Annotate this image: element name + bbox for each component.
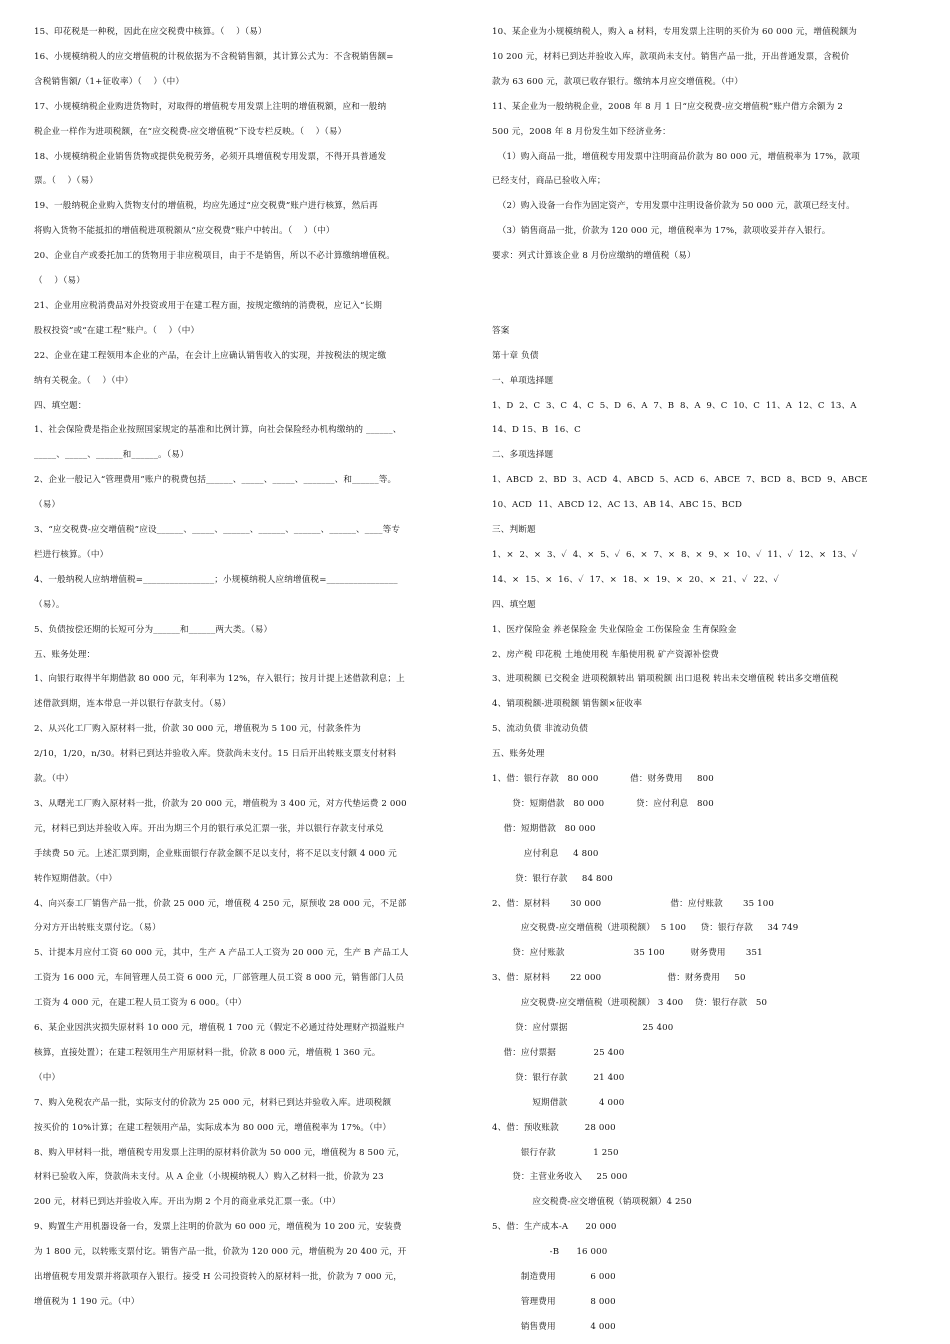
right-text-line: 贷：主营业务收入 25 000	[492, 1172, 628, 1183]
right-text-line: 10、ACD 11、ABCD 12、AC 13、AB 14、ABC 15、BCD	[492, 500, 743, 511]
right-text-line: 四、填空题	[492, 599, 536, 610]
left-text-line: （易）	[34, 500, 61, 511]
left-text-line: 2、企业一般记入“管理费用”账户的税费包括______、_____、_____、_______、和______等。	[34, 475, 397, 486]
left-text-line: 工资为 16 000 元，车间管理人员工资 6 000 元，厂部管理人员工资 8 000 元，销售部门人员	[34, 973, 405, 984]
right-text-line: 3、借：原材料 22 000 借：财务费用 50	[492, 973, 746, 984]
right-text-line: 借：短期借款 80 000	[492, 823, 596, 834]
left-text-line: 纳有关税金。（ ）（中）	[34, 375, 134, 386]
right-text-line: 4、借：预收账款 28 000	[492, 1122, 616, 1133]
right-text-line: 应交税费-应交增值税（销项税额）4 250	[492, 1197, 692, 1208]
right-text-line: 1、医疗保险金 养老保险金 失业保险金 工伤保险金 生育保险金	[492, 624, 737, 635]
right-text-line: 要求：列式计算该企业 8 月份应缴纳的增值税（易）	[492, 251, 696, 262]
left-text-line: 1、向银行取得半年期借款 80 000 元，年利率为 12%，存入银行；按月计提上述借款利息；上	[34, 674, 405, 685]
right-text-line: 管理费用 8 000	[492, 1296, 616, 1307]
left-text-line: 2、从兴化工厂购入原材料一批，价款 30 000 元，增值税为 5 100 元，付款条件为	[34, 724, 362, 735]
left-text-line: 22、企业在建工程领用本企业的产品，在会计上应确认销售收入的实现，并按税法的规定缴	[34, 350, 387, 361]
left-text-line: 材料已验收入库，贷款尚未支付。从 A 企业（小规模纳税人）购入乙材料一批，价款为 23	[34, 1172, 384, 1183]
right-text-line: 500 元，2008 年 8 月份发生如下经济业务：	[492, 126, 671, 137]
right-text-line: 3、进项税额 已交税金 进项税额转出 销项税额 出口退税 转出未交增值税 转出多交增值税	[492, 674, 839, 685]
right-text-line: （1）购入商品一批，增值税专用发票中注明商品价款为 80 000 元，增值税率为 17%，款项	[492, 151, 860, 162]
left-text-line: 转作短期借款。（中）	[34, 873, 118, 884]
right-text-line: 银行存款 1 250	[492, 1147, 619, 1158]
right-text-line: 应交税费-应交增值税（进项税额） 3 400 贷：银行存款 50	[492, 998, 768, 1009]
left-text-line: 8、购入甲材料一批，增值税专用发票上注明的原材料价款为 50 000 元，增值税为 8 500 元，	[34, 1147, 405, 1158]
left-text-line: （中）	[34, 1072, 61, 1083]
right-text-line: 2、借：原材料 30 000 借：应付账款 35 100	[492, 898, 774, 909]
right-text-line: 五、账务处理	[492, 749, 545, 760]
left-text-line: 200 元，材料已到达并验收入库。开出为期 2 个月的商业承兑汇票一张。（中）	[34, 1197, 341, 1208]
left-text-line: （ ）（易）	[34, 276, 85, 286]
left-text-line: 16、小规模纳税人的应交增值税的计税依据为不含税销售额，其计算公式为：不含税销售额=	[34, 51, 394, 62]
right-text-line: 三、判断题	[492, 525, 536, 535]
right-text-line: 10、某企业为小规模纳税人，购入 a 材料，专用发票上注明的买价为 60 000 元，增值税额为	[492, 27, 858, 37]
left-text-line: 元，材料已到达并验收入库。开出为期三个月的银行承兑汇票一张，并以银行存款支付承兑	[34, 823, 384, 834]
right-text-line: 贷：银行存款 84 800	[492, 873, 613, 884]
left-text-line: 21、企业用应税消费品对外投资或用于在建工程方面，按规定缴纳的消费税，应记入“长期	[34, 300, 383, 311]
left-text-line: 工资为 4 000 元，在建工程人员工资为 6 000。（中）	[34, 998, 247, 1009]
left-text-line: 按买价的 10%计算；在建工程领用产品，实际成本为 80 000 元，增值税率为 17%。（中）	[34, 1122, 392, 1133]
left-text-line: 3、从曙光工厂购入原材料一批，价款为 20 000 元，增值税为 3 400 元，对方代垫运费 2 000	[34, 798, 407, 809]
left-text-line: 2/10，1/20，n/30。材料已到达并验收入库。贷款尚未支付。15 日后开出转账支票支付材料	[34, 749, 397, 760]
left-text-line: 6、某企业因洪灾损失原材料 10 000 元，增值税 1 700 元（假定不必通过待处理财产损溢账户	[34, 1023, 405, 1033]
right-text-line: 11、某企业为一般纳税企业，2008 年 8 月 1 日“应交税费-应交增值税”账户借方余额为 2	[492, 101, 844, 112]
left-text-line: 5、计提本月应付工资 60 000 元，其中，生产 A 产品工人工资为 20 000 元，生产 B 产品工人	[34, 948, 409, 959]
left-text-line: _____、_____、______和______。（易）	[34, 450, 189, 461]
left-text-line: 款。（中）	[34, 774, 74, 784]
left-text-line: 3、“应交税费-应交增值税”应设______、_____、______、______、______、______、____等专	[34, 525, 401, 535]
left-text-line: 含税销售额/（1+征收率）（ ）（中）	[34, 76, 185, 87]
right-text-line: 14、× 15、× 16、✓ 17、× 18、× 19、× 20、× 21、✓ 22、✓	[492, 574, 780, 585]
left-text-line: 1、社会保险费是指企业按照国家规定的基准和比例计算，向社会保险经办机构缴纳的 ______、	[34, 425, 402, 436]
left-text-line: 核算，直接处置）；在建工程领用生产用原材料一批，价款 8 000 元，增值税 1 360 元。	[34, 1047, 381, 1058]
right-text-line: （3）销售商品一批，价款为 120 000 元，增值税率为 17%，款项收妥并存入银行。	[492, 226, 831, 237]
left-text-line: 票。（ ）（易）	[34, 176, 99, 187]
left-text-line: 将购入货物不能抵扣的增值税进项税额从“应交税费”账户中转出。（ ）（中）	[34, 226, 335, 237]
left-text-line: 4、向兴泰工厂销售产品一批，价款 25 000 元，增值税 4 250 元，原预收 28 000 元，不足部	[34, 898, 407, 909]
right-text-line: 贷：应付账款 35 100 财务费用 351	[492, 948, 763, 959]
right-text-line: 第十章 负债	[492, 350, 539, 361]
right-text-line: 1、ABCD 2、BD 3、ACD 4、ABCD 5、ACD 6、ABCE 7、BCD 8、BCD 9、ABCE	[492, 475, 868, 486]
right-text-line: 短期借款 4 000	[492, 1097, 625, 1108]
left-text-line: 18、小规模纳税企业销售货物或提供免税劳务，必须开具增值税专用发票，不得开具普通发	[34, 151, 387, 162]
left-text-line: 为 1 800 元，以转账支票付讫。销售产品一批，价款为 120 000 元，增值税为 20 400 元，开	[34, 1247, 407, 1258]
right-text-line: 5、借：生产成本-A 20 000	[492, 1222, 617, 1233]
right-text-line: 14、D 15、B 16、C	[492, 425, 581, 436]
right-text-line: 4、销项税额-进项税额 销售额×征收率	[492, 699, 643, 710]
right-text-line: 一、单项选择题	[492, 375, 554, 386]
right-text-line: 应交税费-应交增值税（进项税额） 5 100 贷：银行存款 34 749	[492, 923, 799, 934]
right-text-line: 1、借：银行存款 80 000 借：财务费用 800	[492, 774, 714, 784]
right-text-line: 二、多项选择题	[492, 450, 554, 461]
right-text-line: 借：应付票据 25 400	[492, 1047, 625, 1058]
left-text-line: 分对方开出转账支票付讫。（易）	[34, 923, 161, 934]
right-text-line: 2、房产税 印花税 土地使用税 车船使用税 矿产资源补偿费	[492, 649, 719, 660]
right-text-line: 5、流动负债 非流动负债	[492, 724, 588, 735]
left-text-line: 15、印花税是一种税，因此在应交税费中核算。（ ）（易）	[34, 27, 267, 37]
right-text-line: 1、D 2、C 3、C 4、C 5、D 6、A 7、B 8、A 9、C 10、C 11、A 12、C 13、A	[492, 400, 857, 411]
right-text-line: 已经支付，商品已验收入库；	[492, 176, 606, 187]
left-text-line: （易）。	[34, 599, 65, 610]
left-text-line: 述借款到期，连本带息一并以银行存款支付。（易）	[34, 699, 231, 710]
right-text-line: （2）购入设备一台作为固定资产，专用发票中注明设备价款为 50 000 元，款项已经支付。	[492, 201, 855, 212]
right-text-line: 答案	[492, 325, 510, 336]
left-text-line: 税企业一样作为进项税额，在“应交税费-应交增值税”下设专栏反映。（ ）（易）	[34, 126, 347, 137]
left-text-line: 19、一般纳税企业购入货物支付的增值税，均应先通过“应交税费”账户进行核算，然后再	[34, 201, 378, 212]
right-text-line: 应付利息 4 800	[492, 848, 599, 859]
right-text-line: 贷：银行存款 21 400	[492, 1072, 625, 1083]
right-text-line: 制造费用 6 000	[492, 1272, 616, 1282]
left-text-line: 5、负债按偿还期的长短可分为______和______两大类。（易）	[34, 624, 273, 635]
left-text-line: 9、购置生产用机器设备一台，发票上注明的价款为 60 000 元，增值税为 10 200 元，安装费	[34, 1222, 402, 1233]
left-text-line: 股权投资”或“在建工程”账户。（ ）（中）	[34, 325, 200, 336]
right-text-line: 贷：应付票据 25 400	[492, 1023, 674, 1033]
right-text-line: 款为 63 600 元，款项已收存银行。缴纳本月应交增值税。（中）	[492, 76, 744, 87]
left-text-line: 20、企业自产或委托加工的货物用于非应税项目，由于不是销售，所以不必计算缴纳增值税。	[34, 251, 395, 262]
left-text-line: 4、一般纳税人应纳增值税=________________；小规模纳税人应纳增值税=________________	[34, 574, 398, 585]
right-text-line: 10 200 元，材料已到达并验收入库，款项尚未支付。销售产品一批，开出普通发票，含税价	[492, 51, 850, 62]
right-text-line: 销售费用 4 000	[492, 1321, 616, 1332]
left-text-line: 7、购入免税农产品一批，实际支付的价款为 25 000 元，材料已到达并验收入库。进项税额	[34, 1097, 392, 1108]
right-text-line: -B 16 000	[492, 1247, 608, 1258]
right-text-line: 1、× 2、× 3、✓ 4、× 5、✓ 6、× 7、× 8、× 9、× 10、✓ 11、✓ 12、× 13、✓	[492, 549, 858, 560]
left-text-line: 增值税为 1 190 元。（中）	[34, 1296, 140, 1307]
left-text-line: 五、账务处理：	[34, 649, 96, 660]
right-text-line: 贷：短期借款 80 000 贷：应付利息 800	[492, 798, 714, 809]
left-text-line: 17、小规模纳税企业购进货物时，对取得的增值税专用发票上注明的增值税额，应和一般纳	[34, 101, 387, 112]
left-text-line: 四、填空题：	[34, 400, 87, 411]
left-text-line: 出增值税专用发票并将款项存入银行。接受 H 公司投资转入的原材料一批，价款为 7 000 元，	[34, 1272, 403, 1282]
left-text-line: 手续费 50 元。上述汇票到期，企业账面银行存款金额不足以支付，将不足以支付额 4 000 元	[34, 848, 397, 859]
left-text-line: 栏进行核算。（中）	[34, 549, 109, 560]
